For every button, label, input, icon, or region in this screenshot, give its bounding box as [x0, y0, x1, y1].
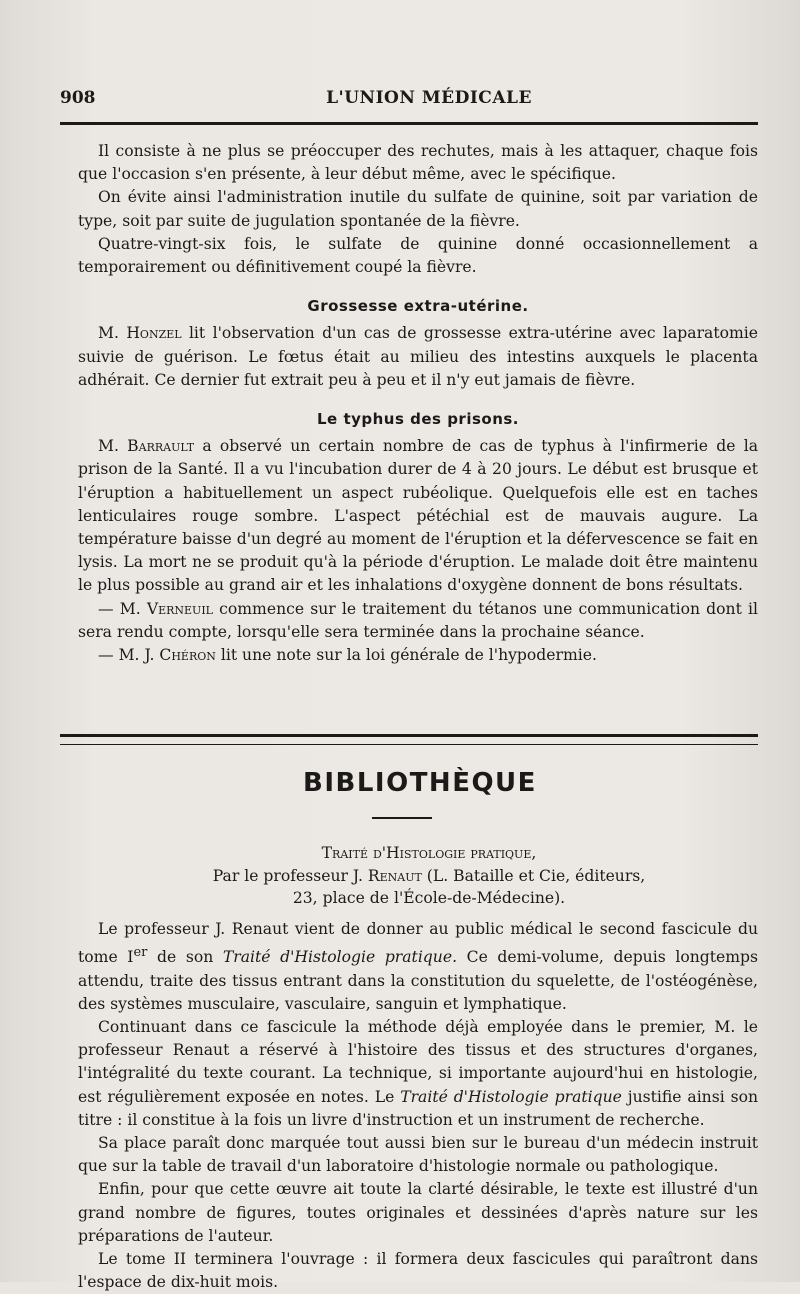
title-underline: [372, 817, 432, 819]
paragraph-rechutes: Il consiste à ne plus se préoccuper des rechutes, mais à les attaquer, chaque fois que l'occasion s'en présente, à leur début même, avec le spécifique.: [78, 142, 758, 184]
author-verneuil: M. Verneuil: [119, 599, 213, 618]
journal-title: L'UNION MÉDICALE: [326, 88, 532, 108]
honzel-text: lit l'observation d'un cas de grossesse extra-utérine avec laparatomie suivie de guérison. Le fœtus était au milieu des intestins auxquels le placenta adhérait. Ce dernier fut extrait peu à peu et il n'y eut jamais de fièvre.: [78, 324, 758, 389]
review-paragraph-4: Enfin, pour que cette œuvre ait toute la clarté désirable, le texte est illustré d'un grand nombre de figures, toutes originales et dessinées d'après nature sur les préparations de l'auteur.: [78, 1180, 758, 1245]
book-publisher: (L. Bataille et Cie, éditeurs,: [421, 866, 646, 885]
author-barrault: M. Barrault: [98, 437, 195, 456]
book-title: Traité d'Histologie pratique,: [321, 844, 537, 862]
author-cheron: M. J. Chéron: [118, 646, 216, 665]
paragraph-honzel: [78, 322, 758, 392]
barrault-text: a observé un certain nombre de cas de typhus à l'infirmerie de la prison de la Santé. Il a vu l'incubation durer de 4 à 20 jours. Le début est brusque et l'éruption a habituellement un aspect rubéolique. Quelquefois elle est en taches lenticulaires rouge sombre. L'aspect pétéchial est de mauvais augure. La température baisse d'un degré au moment de l'éruption et la défervescence se fait en lysis. La mort ne se produit qu'à la période d'éruption. Le malade doit être maintenu le plus possible au grand air et les inhalations d'oxygène donnent de bons résultats.: [78, 437, 758, 595]
verneuil-dash: —: [98, 599, 120, 618]
page-number: 908: [60, 88, 96, 108]
review-p1-sup: er: [133, 945, 148, 961]
paragraph-administration: On évite ainsi l'administration inutile du sulfate de quinine, soit par variation de type, soit par suite de jugulation spontanée de la fièvre.: [78, 188, 758, 230]
review-paragraph-5: Le tome II terminera l'ouvrage : il formera deux fascicules qui paraîtront dans l'espace de dix-huit mois.: [78, 1250, 758, 1292]
paragraph-verneuil: [78, 598, 758, 644]
upper-article: [78, 140, 758, 667]
review-p2-title: Traité d'Histologie pratique: [400, 1087, 622, 1106]
book-reference: [60, 842, 758, 910]
book-review: [78, 918, 758, 1294]
review-p1-title: Traité d'Histologie pratique.: [222, 948, 458, 967]
book-author-prefix: Par le professeur J.: [212, 866, 368, 885]
review-paragraph-3: Sa place paraît donc marquée tout aussi bien sur le bureau d'un médecin instruit que sur la table de travail d'un laboratoire d'histologie normale ou pathologique.: [78, 1134, 758, 1176]
author-honzel: M. Honzel: [98, 324, 182, 343]
review-p2-a: Continuant dans ce fascicule la méthode déjà employée dans le premier, M. le professeur Renaut a réservé à l'histoire des tissus et des structures d'organes, l'intégralité du texte courant. La technique, si importante aujourd'hui en histologie, est régulièrement exposée en notes. Le: [78, 1018, 758, 1106]
book-author-name: Renaut: [367, 866, 422, 885]
header-rule: [60, 122, 758, 125]
paragraph-barrault: [78, 435, 758, 597]
running-head: [60, 84, 758, 114]
bibliotheque-title: BIBLIOTHÈQUE: [303, 768, 537, 798]
review-p2-b: justifie ainsi son titre : il constitue à la fois un livre d'instruction et un instrument de recherche.: [78, 1087, 759, 1129]
book-address: 23, place de l'École-de-Médecine).: [292, 889, 566, 907]
cheron-dash: —: [98, 646, 119, 665]
paragraph-cheron: [78, 644, 758, 667]
review-paragraph-1: [78, 918, 758, 1016]
subhead-grossesse: Grossesse extra-utérine.: [307, 297, 529, 316]
review-p1-b: de son: [147, 948, 223, 967]
paragraph-quatre-vingt-six: Quatre-vingt-six fois, le sulfate de quinine donné occasionnellement a temporairement ou définitivement coupé la fièvre.: [78, 234, 758, 277]
cheron-text: lit une note sur la loi générale de l'hypodermie.: [215, 646, 597, 665]
review-p1-c: Ce demi-volume, depuis longtemps attendu, traite des tissus entrant dans la constitution du squelette, de l'ostéogénèse, des systèmes musculaire, vasculaire, sanguin et lymphatique.: [78, 948, 758, 1013]
section-divider: [60, 734, 758, 745]
verneuil-text: commence sur le traitement du tétanos une communication dont il sera rendu compte, lorsqu'elle sera terminée dans la prochaine séance.: [78, 599, 758, 641]
review-paragraph-2: [78, 1016, 758, 1132]
review-p1-a: Le professeur J. Renaut vient de donner au public médical le second fascicule du tome I: [78, 920, 758, 967]
subhead-typhus: Le typhus des prisons.: [316, 410, 520, 429]
book-author-line: [100, 865, 758, 888]
